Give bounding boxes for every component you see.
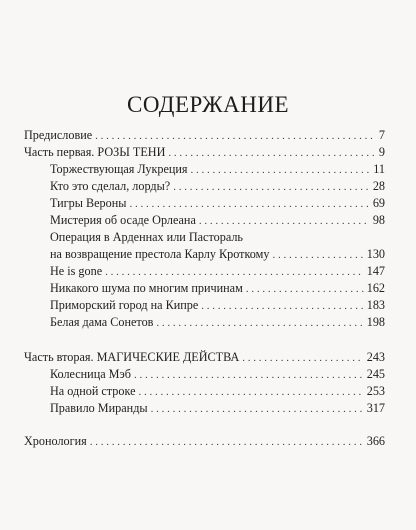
- toc-entry-label: He is gone: [50, 264, 103, 278]
- leader-dots: [191, 163, 371, 177]
- toc-entry-label: на возвращение престола Карлу Кроткому: [50, 247, 270, 261]
- toc-entry-label: Колесница Мэб: [50, 367, 131, 381]
- toc-entry-label: Хронология: [24, 434, 87, 448]
- toc-entry: [50, 367, 385, 382]
- toc-entry-page: 28: [372, 179, 385, 193]
- toc-entry-label: Приморский город на Кипре: [50, 298, 199, 312]
- toc-entry-page: 98: [372, 213, 385, 227]
- toc-entry-label: Белая дама Сонетов: [50, 315, 154, 329]
- leader-dots: [246, 282, 364, 296]
- toc-entry-label: Предисловие: [24, 128, 93, 142]
- toc-entry: [50, 401, 385, 416]
- toc-entry-label: Часть первая. РОЗЫ ТЕНИ: [24, 145, 166, 159]
- page-title: СОДЕРЖАНИЕ: [126, 92, 289, 117]
- toc-entry-page: 162: [366, 281, 385, 295]
- toc-entry-label: На одной строке: [50, 384, 136, 398]
- toc-entry-page: 147: [366, 264, 385, 278]
- leader-dots: [90, 435, 364, 449]
- toc-entry-label: Часть вторая. МАГИЧЕСКИЕ ДЕЙСТВА: [24, 350, 240, 364]
- toc-entry-chronology: [24, 434, 385, 449]
- toc-entry: [50, 264, 385, 279]
- toc-entry-page: 253: [366, 384, 385, 398]
- toc-entry-label: Кто это сделал, лорды?: [50, 179, 171, 193]
- toc-entry-label: Никакого шума по многим причинам: [50, 281, 243, 295]
- toc-entry: [50, 179, 385, 194]
- leader-dots: [173, 180, 370, 194]
- toc-entry-label: Правило Миранды: [50, 401, 148, 415]
- toc-entry-page: 183: [366, 298, 385, 312]
- leader-dots: [129, 197, 369, 211]
- leader-dots: [134, 368, 364, 382]
- toc-entry: [50, 384, 385, 399]
- toc-entry: [50, 281, 385, 296]
- toc-entry-label: Торжествующая Лукреция: [50, 162, 188, 176]
- toc-entry-part-two: [24, 350, 385, 365]
- toc-entry-page: 198: [366, 315, 385, 329]
- toc-entry-page: 317: [366, 401, 385, 415]
- toc-entry-label: Тигры Вероны: [50, 196, 127, 210]
- toc-entry: [50, 162, 385, 177]
- leader-dots: [201, 299, 363, 313]
- toc-entry-page: 7: [378, 128, 385, 142]
- toc-entry: [50, 298, 385, 313]
- leader-dots: [156, 316, 363, 330]
- toc-entry-page: 11: [373, 162, 385, 176]
- leader-dots: [105, 265, 364, 279]
- toc-entry-part-one: [24, 145, 385, 160]
- toc-entry: [50, 213, 385, 228]
- toc-entry: [50, 196, 385, 211]
- leader-dots: [151, 402, 364, 416]
- toc-entry-page: 366: [366, 434, 385, 448]
- toc-entry: [50, 247, 385, 262]
- leader-dots: [242, 351, 363, 365]
- toc-entry-page: 69: [372, 196, 385, 210]
- leader-dots: [168, 146, 376, 160]
- leader-dots: [95, 129, 376, 143]
- leader-dots: [272, 248, 363, 262]
- toc-entry-page: 9: [378, 145, 385, 159]
- toc-entry-preface: [24, 128, 385, 143]
- leader-dots: [199, 214, 370, 228]
- leader-dots: [139, 385, 364, 399]
- toc-entry-label-line1: Операция в Арденнах или Пастораль: [50, 230, 243, 244]
- toc-entry-page: 245: [366, 367, 385, 381]
- toc-entry-page: 130: [366, 247, 385, 261]
- toc-entry-label: Мистерия об осаде Орлеана: [50, 213, 196, 227]
- toc-entry-page: 243: [366, 350, 385, 364]
- toc-entry: [50, 315, 385, 330]
